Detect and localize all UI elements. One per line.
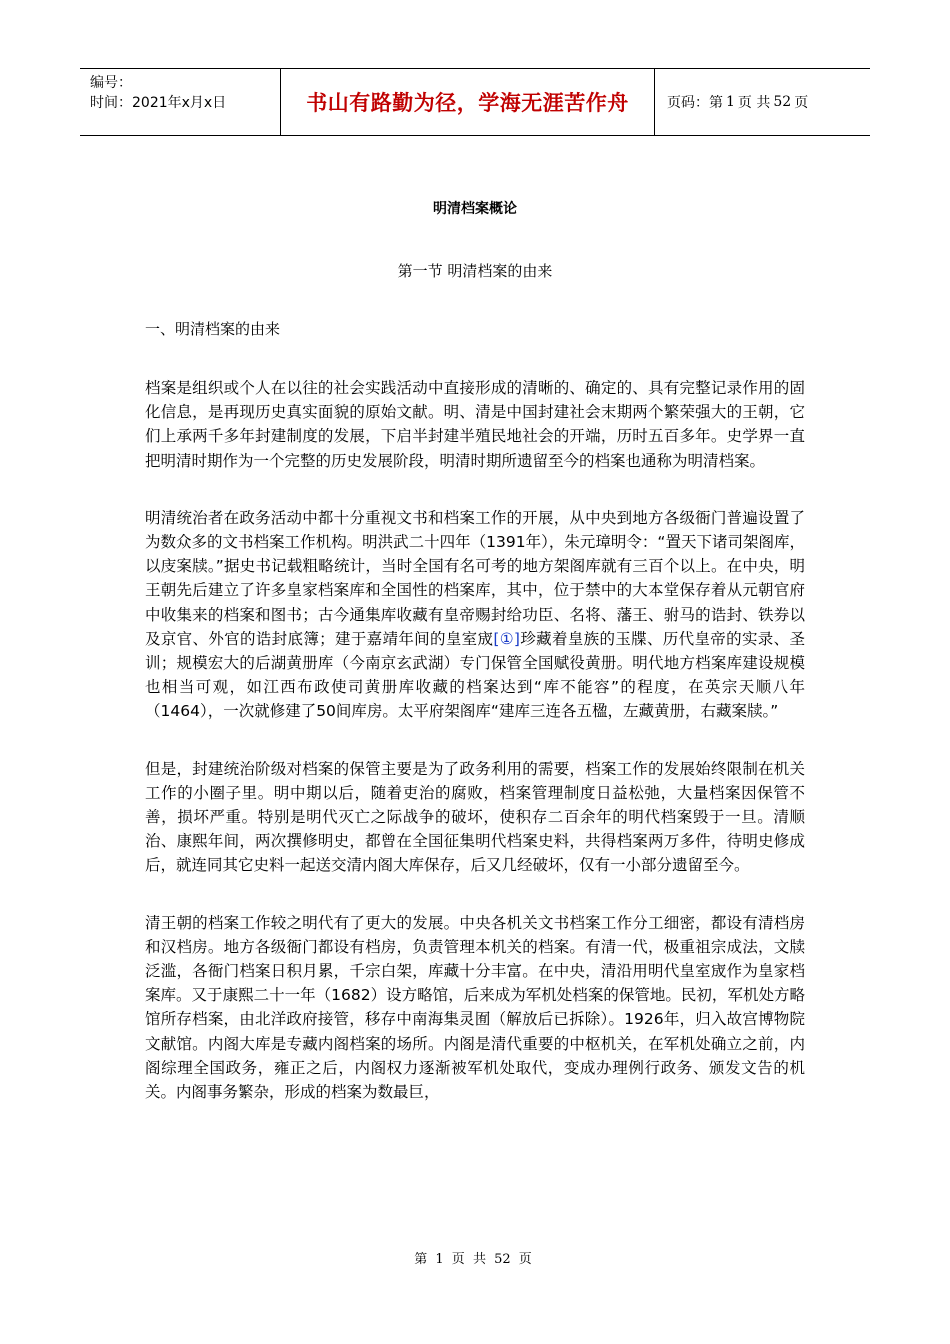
paragraph-2 xyxy=(145,506,805,724)
footer-current-page: 1 xyxy=(435,1252,444,1267)
footer-total-prefix: 共 xyxy=(472,1252,486,1267)
paragraph-3: 但是，封建统治阶级对档案的保管主要是为了政务利用的需要，档案工作的发展始终限制在机关工作的小圈子里。明中期以后，随着吏治的腐败，档案管理制度日益松弛，大量档案因保管不善，损坏严重。特别是明代灭亡之际战争的破坏，使积存二百余年的明代档案毁于一旦。清顺治、康熙年间，两次撰修明史，都曾在全国征集明代档案史料，共得档案两万多件，待明史修成后，就连同其它史料一起送交清内阁大库保存，后又几经破坏，仅有一小部分遗留至今。 xyxy=(145,759,805,875)
document-time-label: 时间：2021年x月x日 xyxy=(90,95,227,111)
paragraph-2-continuation: 珍藏着皇族的玉牒、历代皇帝的实录、圣训；规模宏大的后湖黄册库（今南京玄武湖）专门保管全国赋役黄册。明代地方档案库建设规模也相当可观，如江西布政使司黄册库收藏的档案达到“库不能容”的程度，在英宗天顺八年（1464），一次就修建了50间库房。太平府架阁库“建库三连各五楹，左藏黄册，右藏案牍。” xyxy=(145,629,805,721)
footnote-link[interactable]: [①] xyxy=(493,629,520,648)
document-body xyxy=(145,376,805,1137)
header-page-info xyxy=(655,69,870,135)
page-current: 1 xyxy=(726,94,735,110)
footer-prefix: 第 xyxy=(414,1252,428,1267)
footer-mid: 页 xyxy=(451,1252,465,1267)
page-header xyxy=(80,68,870,136)
paragraph-4: 清王朝的档案工作较之明代有了更大的发展。中央各机关文书档案工作分工细密，都设有清档房和汉档房。地方各级衙门都设有档房，负责管理本机关的档案。有清一代，极重祖宗成法，文牍泛滥，各衙门档案日积月累，千宗白架，库藏十分丰富。在中央，清沿用明代皇室宬作为皇家档案库。又于康熙二十一年（1682）设方略馆，后来成为军机处档案的保管地。民初，军机处方略馆所存档案，由北洋政府接管，移存中南海集灵囿（解放后已拆除）。1926年，归入故宫博物院文献馆。内阁大库是专藏内阁档案的场所。内阁是清代重要的中枢机关，在军机处确立之前，内阁综理全国政务，雍正之后，内阁权力逐渐被军机处取代，变成办理例行政务、颁发文告的机关。内阁事务繁杂，形成的档案为数最巨， xyxy=(145,913,805,1102)
header-motto: 书山有路勤为径，学海无涯苦作舟 xyxy=(281,69,655,135)
section-title: 第一节 明清档案的由来 xyxy=(397,262,553,280)
page-end-label: 页 xyxy=(794,95,809,111)
document-title: 明清档案概论 xyxy=(433,201,517,217)
paragraph-1: 档案是组织或个人在以往的社会实践活动中直接形成的清晰的、确定的、具有完整记录作用的固化信息，是再现历史真实面貌的原始文献。明、清是中国封建社会末期两个繁荣强大的王朝，它们上承两千多年封建制度的发展，下启半封建半殖民地社会的开端，历时五百多年。史学界一直把明清时期作为一个完整的历史发展阶段，明清时期所遗留至今的档案也通称为明清档案。 xyxy=(145,379,805,470)
footer-suffix: 页 xyxy=(518,1252,532,1267)
sub-heading: 一、明清档案的由来 xyxy=(145,320,281,338)
footer-total-pages: 52 xyxy=(494,1252,511,1267)
page-total: 52 xyxy=(773,94,792,110)
page-mid-label: 页 共 xyxy=(737,95,771,111)
document-number-label: 编号： xyxy=(90,75,132,91)
page-footer xyxy=(0,1248,950,1267)
page-label: 页码：第 xyxy=(667,95,723,111)
header-meta xyxy=(80,69,281,135)
paragraph-2-text: 明清统治者在政务活动中都十分重视文书和档案工作的开展，从中央到地方各级衙门普遍设置了为数众多的文书档案工作机构。明洪武二十四年（1391年），朱元璋明令：“置天下诸司架阁库，以庋案牍。”据史书记载粗略统计，当时全国有名可考的地方架阁库就有三百个以上。在中央，明王朝先后建立了许多皇家档案库和全国性的档案库，其中，位于禁中的大本堂保存着从元朝官府中收集来的档案和图书；古今通集库收藏有皇帝赐封给功臣、名将、藩王、驸马的诰封、铁券以及京官、外官的诰封底簿；建于嘉靖年间的皇室宬 xyxy=(145,508,805,648)
